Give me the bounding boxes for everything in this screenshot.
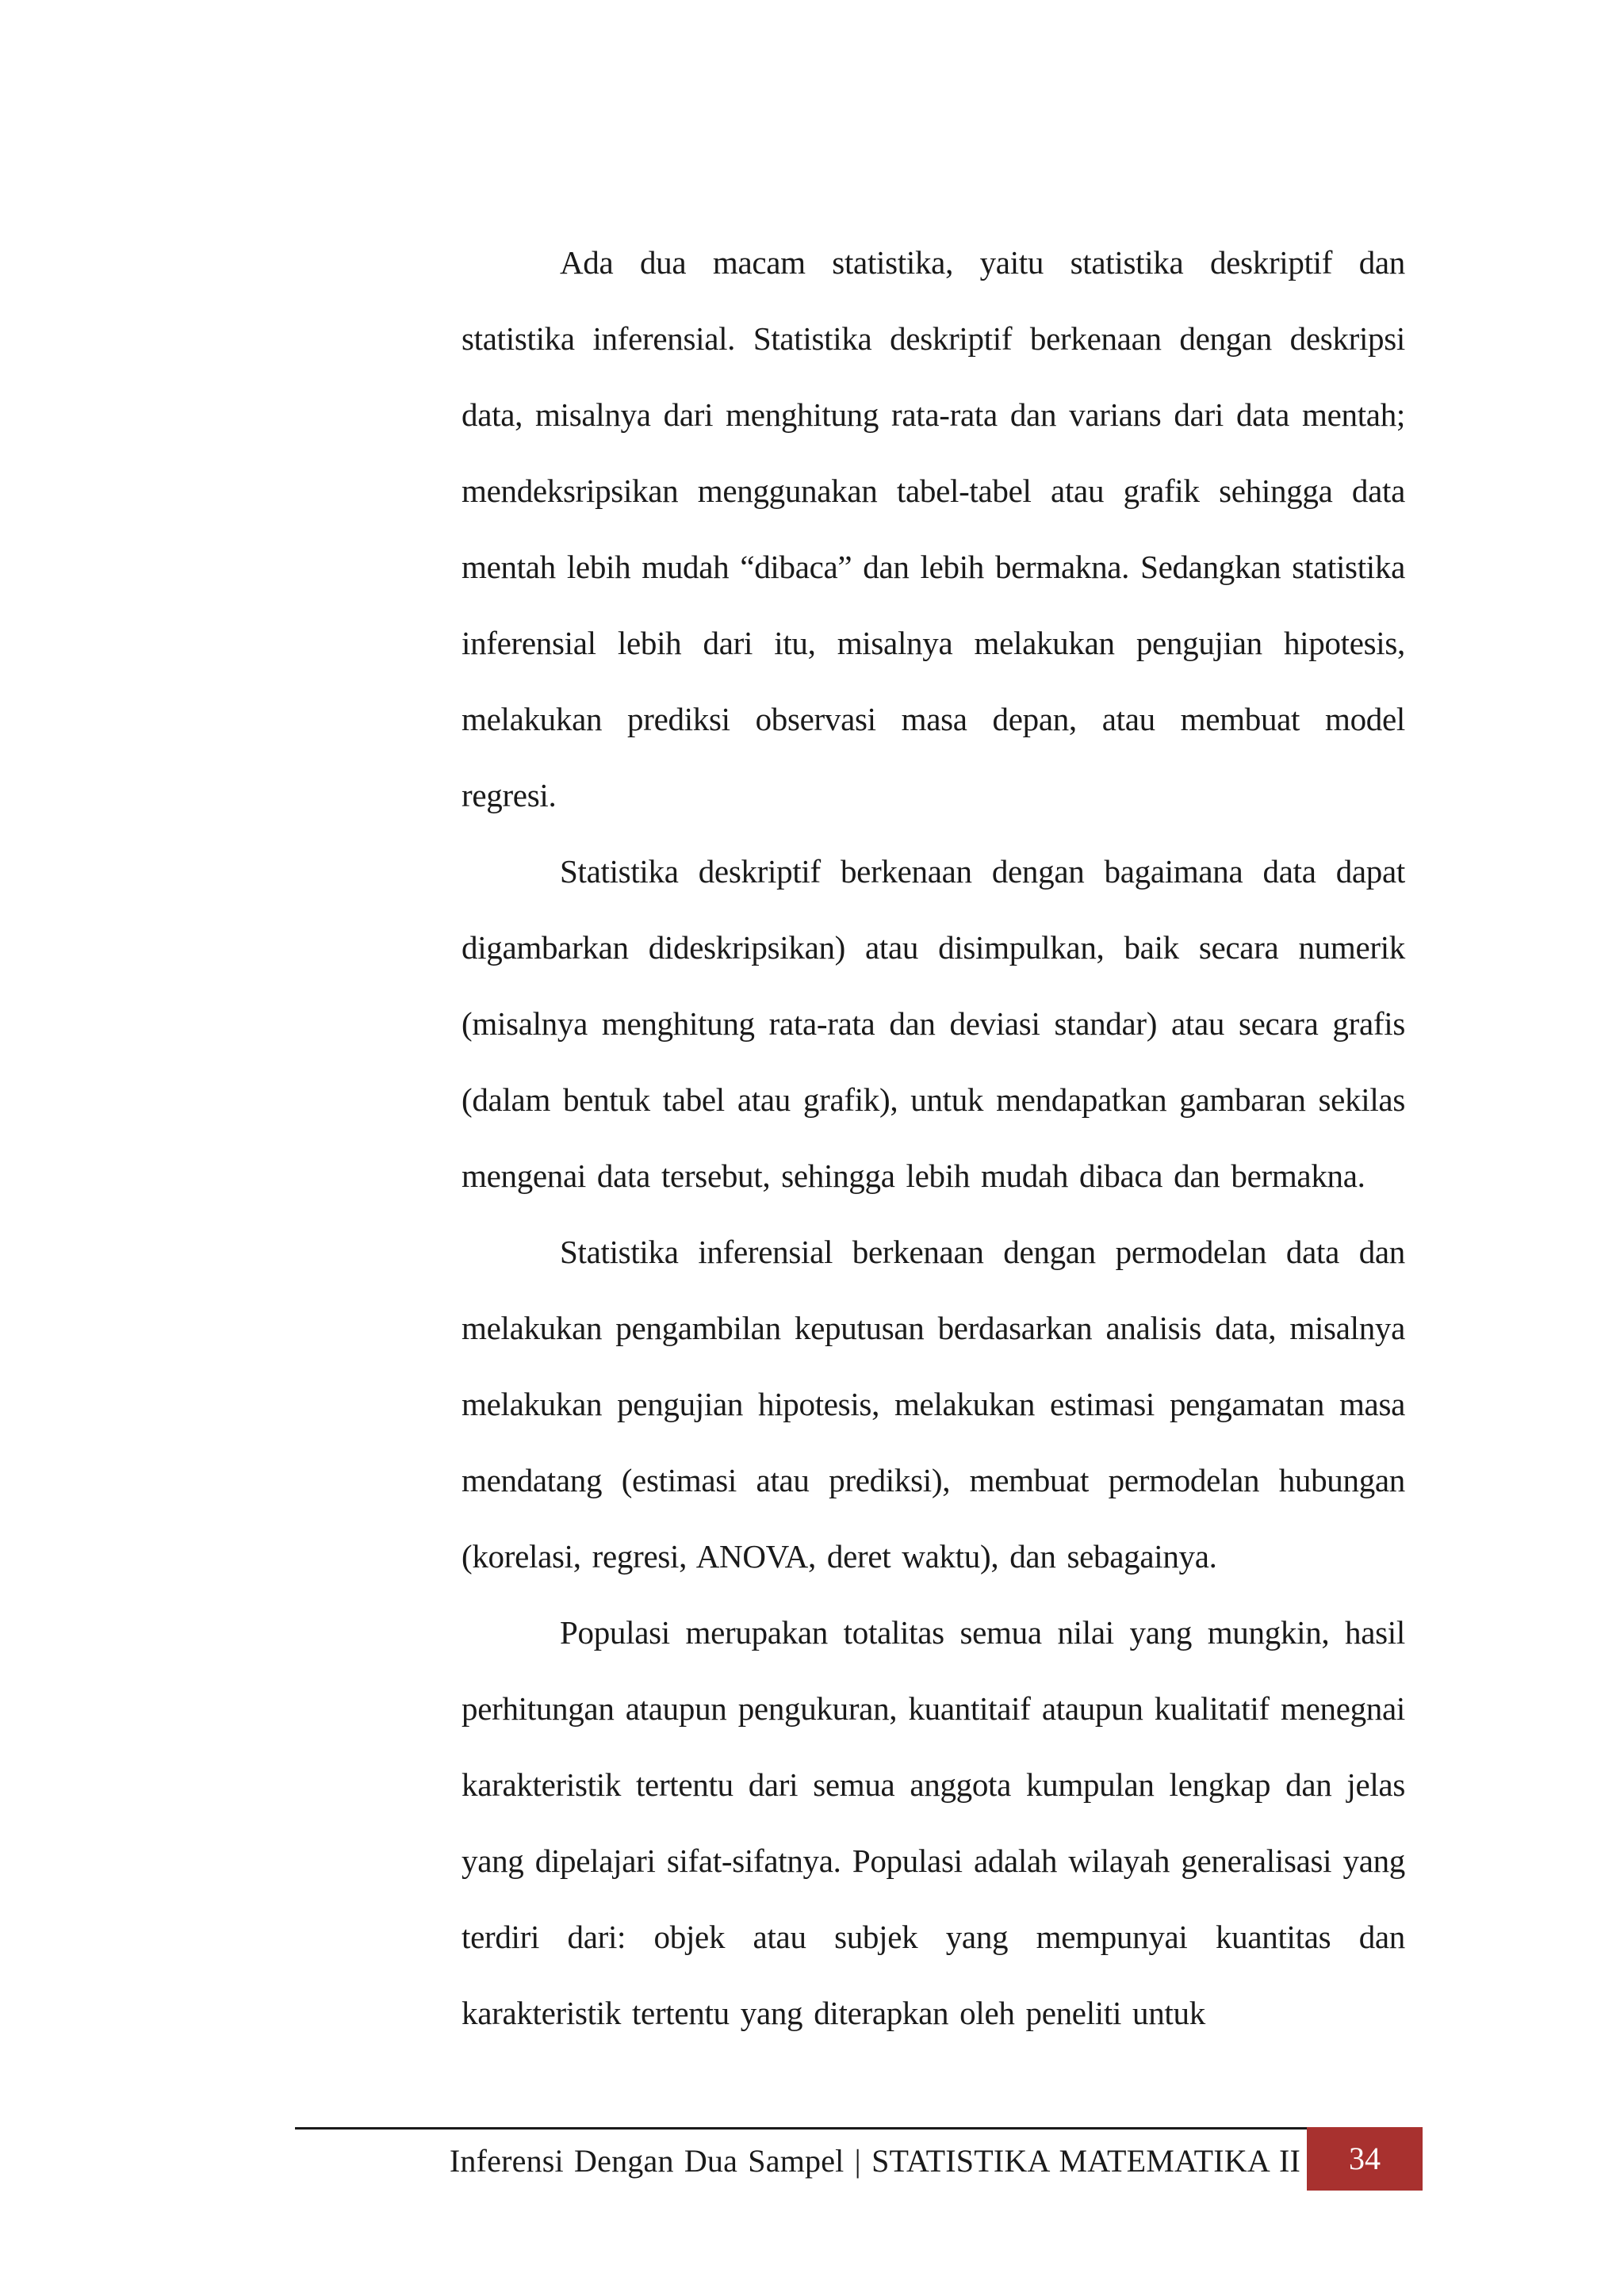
paragraph: Statistika deskriptif berkenaan dengan bagaimana data dapat digambarkan dideskripsikan) atau disimpulkan, baik secara numerik (misalnya menghitung rata-rata dan deviasi standar) atau secara grafis (dalam bentuk tabel atau grafik), untuk mendapatkan gambaran sekilas mengenai data tersebut, sehingga lebih mudah dibaca dan bermakna.: [462, 853, 1405, 1194]
footer-divider: [295, 2127, 1313, 2130]
page-number: 34: [1307, 2127, 1423, 2191]
paragraph: Populasi merupakan totalitas semua nilai yang mungkin, hasil perhitungan ataupun pengukuran, kuantitaif ataupun kualitatif menegnai karakteristik tertentu dari semua anggota kumpulan lengkap dan jelas yang dipelajari sifat-sifatnya. Populasi adalah wilayah generalisasi yang terdiri dari: objek atau subjek yang mempunyai kuantitas dan karakteristik tertentu yang diterapkan oleh peneliti untuk: [462, 1614, 1405, 2031]
footer-running-title: Inferensi Dengan Dua Sampel | STATISTIKA MATEMATIKA II: [449, 2143, 1300, 2179]
paragraph: Statistika inferensial berkenaan dengan permodelan data dan melakukan pengambilan keputusan berdasarkan analisis data, misalnya melakukan pengujian hipotesis, melakukan estimasi pengamatan masa mendatang (estimasi atau prediksi), membuat permodelan hubungan (korelasi, regresi, ANOVA, deret waktu), dan sebagainya.: [462, 1234, 1405, 1575]
body-text: [462, 224, 1405, 2051]
paragraph: Ada dua macam statistika, yaitu statistika deskriptif dan statistika inferensial. Statistika deskriptif berkenaan dengan deskripsi data, misalnya dari menghitung rata-rata dan varians dari data mentah; mendeksripsikan menggunakan tabel-tabel atau grafik sehingga data mentah lebih mudah “dibaca” dan lebih bermakna. Sedangkan statistika inferensial lebih dari itu, misalnya melakukan pengujian hipotesis, melakukan prediksi observasi masa depan, atau membuat model regresi.: [462, 244, 1405, 813]
